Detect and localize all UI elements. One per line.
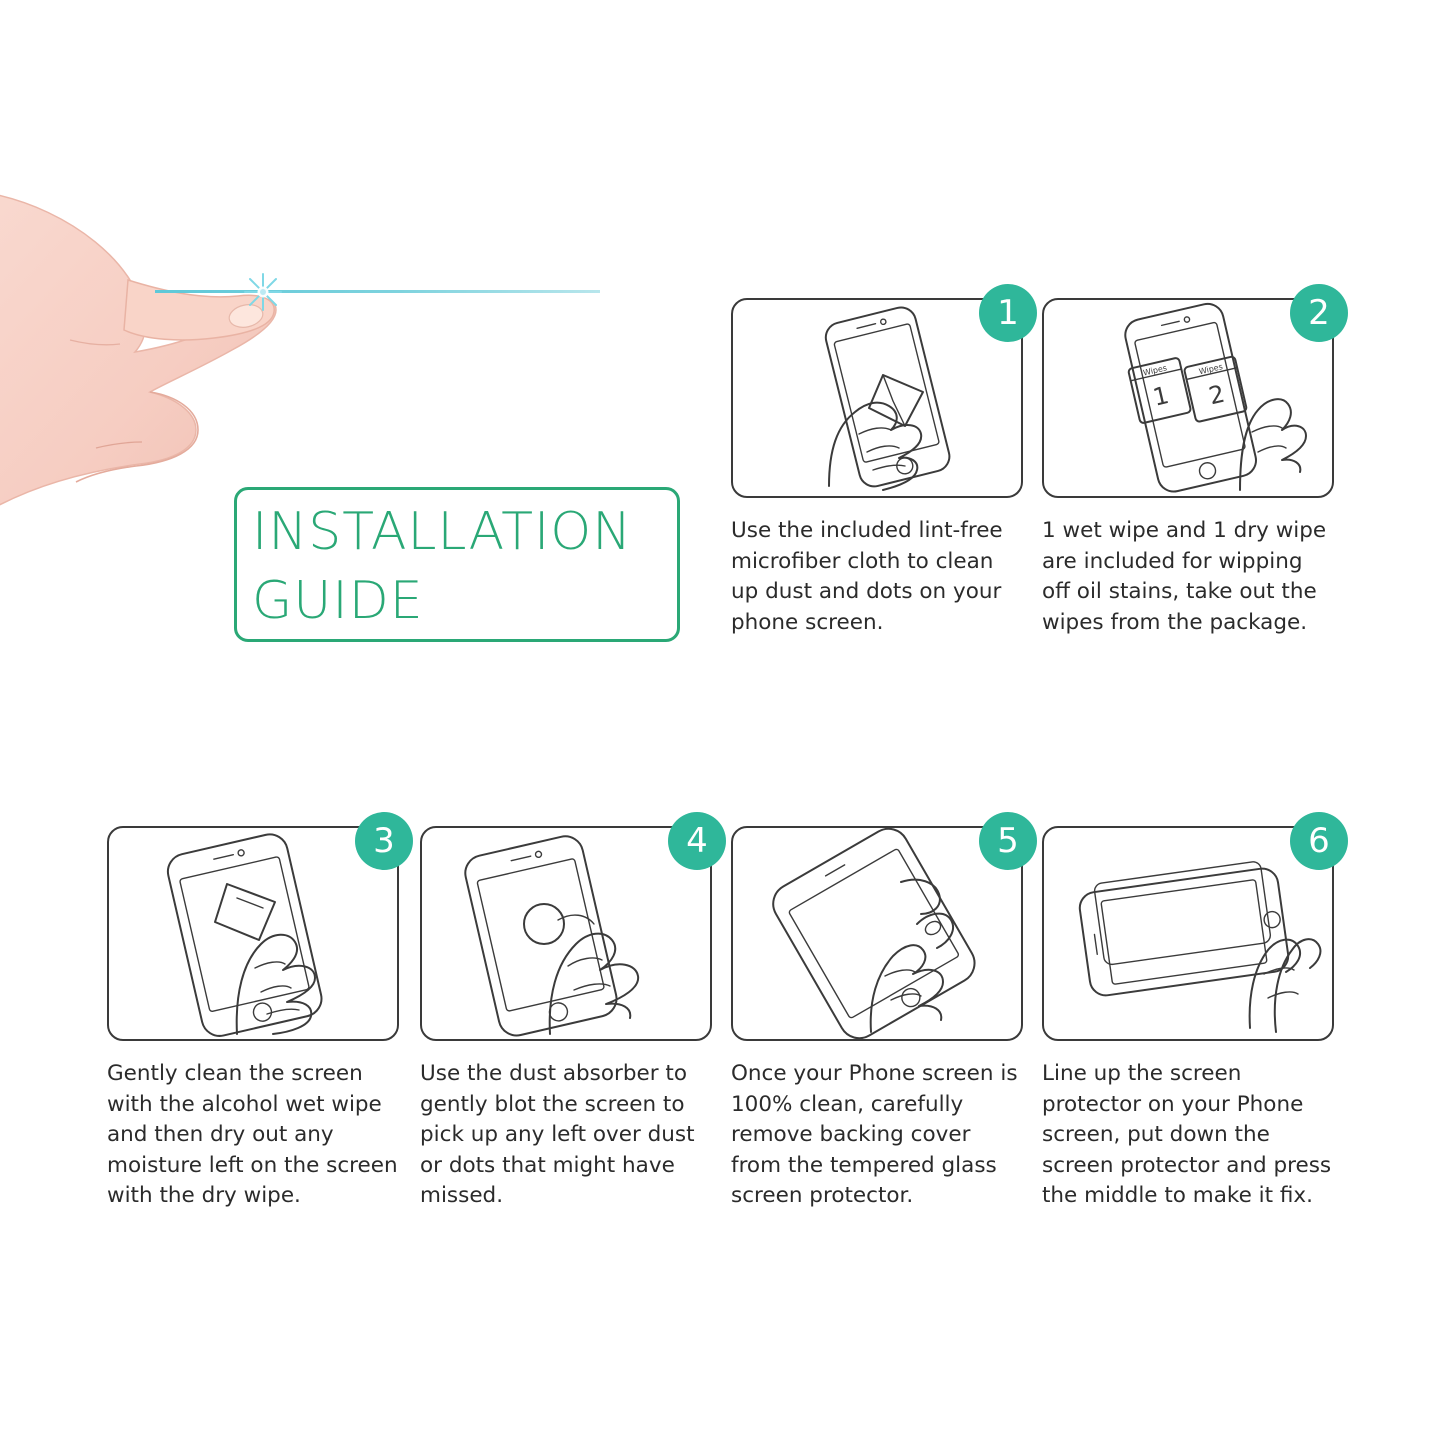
svg-text:2: 2 bbox=[1206, 379, 1228, 411]
step-5-caption: Once your Phone screen is 100% clean, carefully remove backing cover from the tempered glass screen protector. bbox=[731, 1061, 1018, 1209]
step-1-number-badge: 1 bbox=[979, 284, 1037, 342]
step-1-illustration-frame bbox=[731, 293, 1023, 498]
svg-text:Wipes: Wipes bbox=[1142, 363, 1168, 378]
step-6-caption: Line up the screen protector on your Phone screen, put down the screen protector and press the middle to make it fix. bbox=[1042, 1061, 1332, 1209]
step-2-number-badge: 2 bbox=[1290, 284, 1348, 342]
step-4-caption: Use the dust absorber to gently blot the screen to pick up any left over dust or dots that might have missed. bbox=[420, 1061, 695, 1209]
title-line-1: INSTALLATION bbox=[252, 502, 633, 562]
step-3-illustration-frame bbox=[107, 821, 399, 1041]
step-3-number-badge: 3 bbox=[355, 812, 413, 870]
step-card-5 bbox=[731, 821, 1023, 1212]
step-6-illustration-frame bbox=[1042, 821, 1334, 1041]
wet-and-dry-wipe-packets-icon bbox=[1044, 300, 1332, 496]
hand-cleaning-phone-wet-wipe-icon bbox=[109, 828, 397, 1039]
step-5-number-badge: 5 bbox=[979, 812, 1037, 870]
step-5-illustration-frame bbox=[731, 821, 1023, 1041]
page-title bbox=[252, 498, 682, 635]
hand-wiping-phone-with-cloth-icon bbox=[733, 300, 1021, 496]
step-card-4 bbox=[420, 821, 712, 1212]
step-card-3 bbox=[107, 821, 399, 1212]
align-protector-on-phone-icon bbox=[1044, 828, 1332, 1039]
sparkle-icon bbox=[243, 272, 283, 312]
step-card-1 bbox=[731, 293, 1023, 638]
title-line-2: GUIDE bbox=[252, 570, 424, 631]
step-3-caption: Gently clean the screen with the alcohol wet wipe and then dry out any moisture left on the screen with the dry wipe. bbox=[107, 1061, 398, 1209]
step-4-illustration-frame bbox=[420, 821, 712, 1041]
tempered-glass-edge bbox=[155, 290, 600, 293]
step-4-number-badge: 4 bbox=[668, 812, 726, 870]
svg-text:1: 1 bbox=[1150, 380, 1172, 412]
peel-backing-film-icon bbox=[733, 828, 1021, 1039]
step-card-2 bbox=[1042, 293, 1334, 638]
step-6-number-badge: 6 bbox=[1290, 812, 1348, 870]
dust-absorber-sticker-icon bbox=[422, 828, 710, 1039]
svg-text:Wipes: Wipes bbox=[1198, 362, 1224, 377]
step-1-caption: Use the included lint-free microfiber cloth to clean up dust and dots on your phone screen. bbox=[731, 518, 1003, 635]
step-2-caption: 1 wet wipe and 1 dry wipe are included for wipping off oil stains, take out the wipes from the package. bbox=[1042, 518, 1327, 635]
step-card-6 bbox=[1042, 821, 1334, 1212]
step-2-illustration-frame bbox=[1042, 293, 1334, 498]
